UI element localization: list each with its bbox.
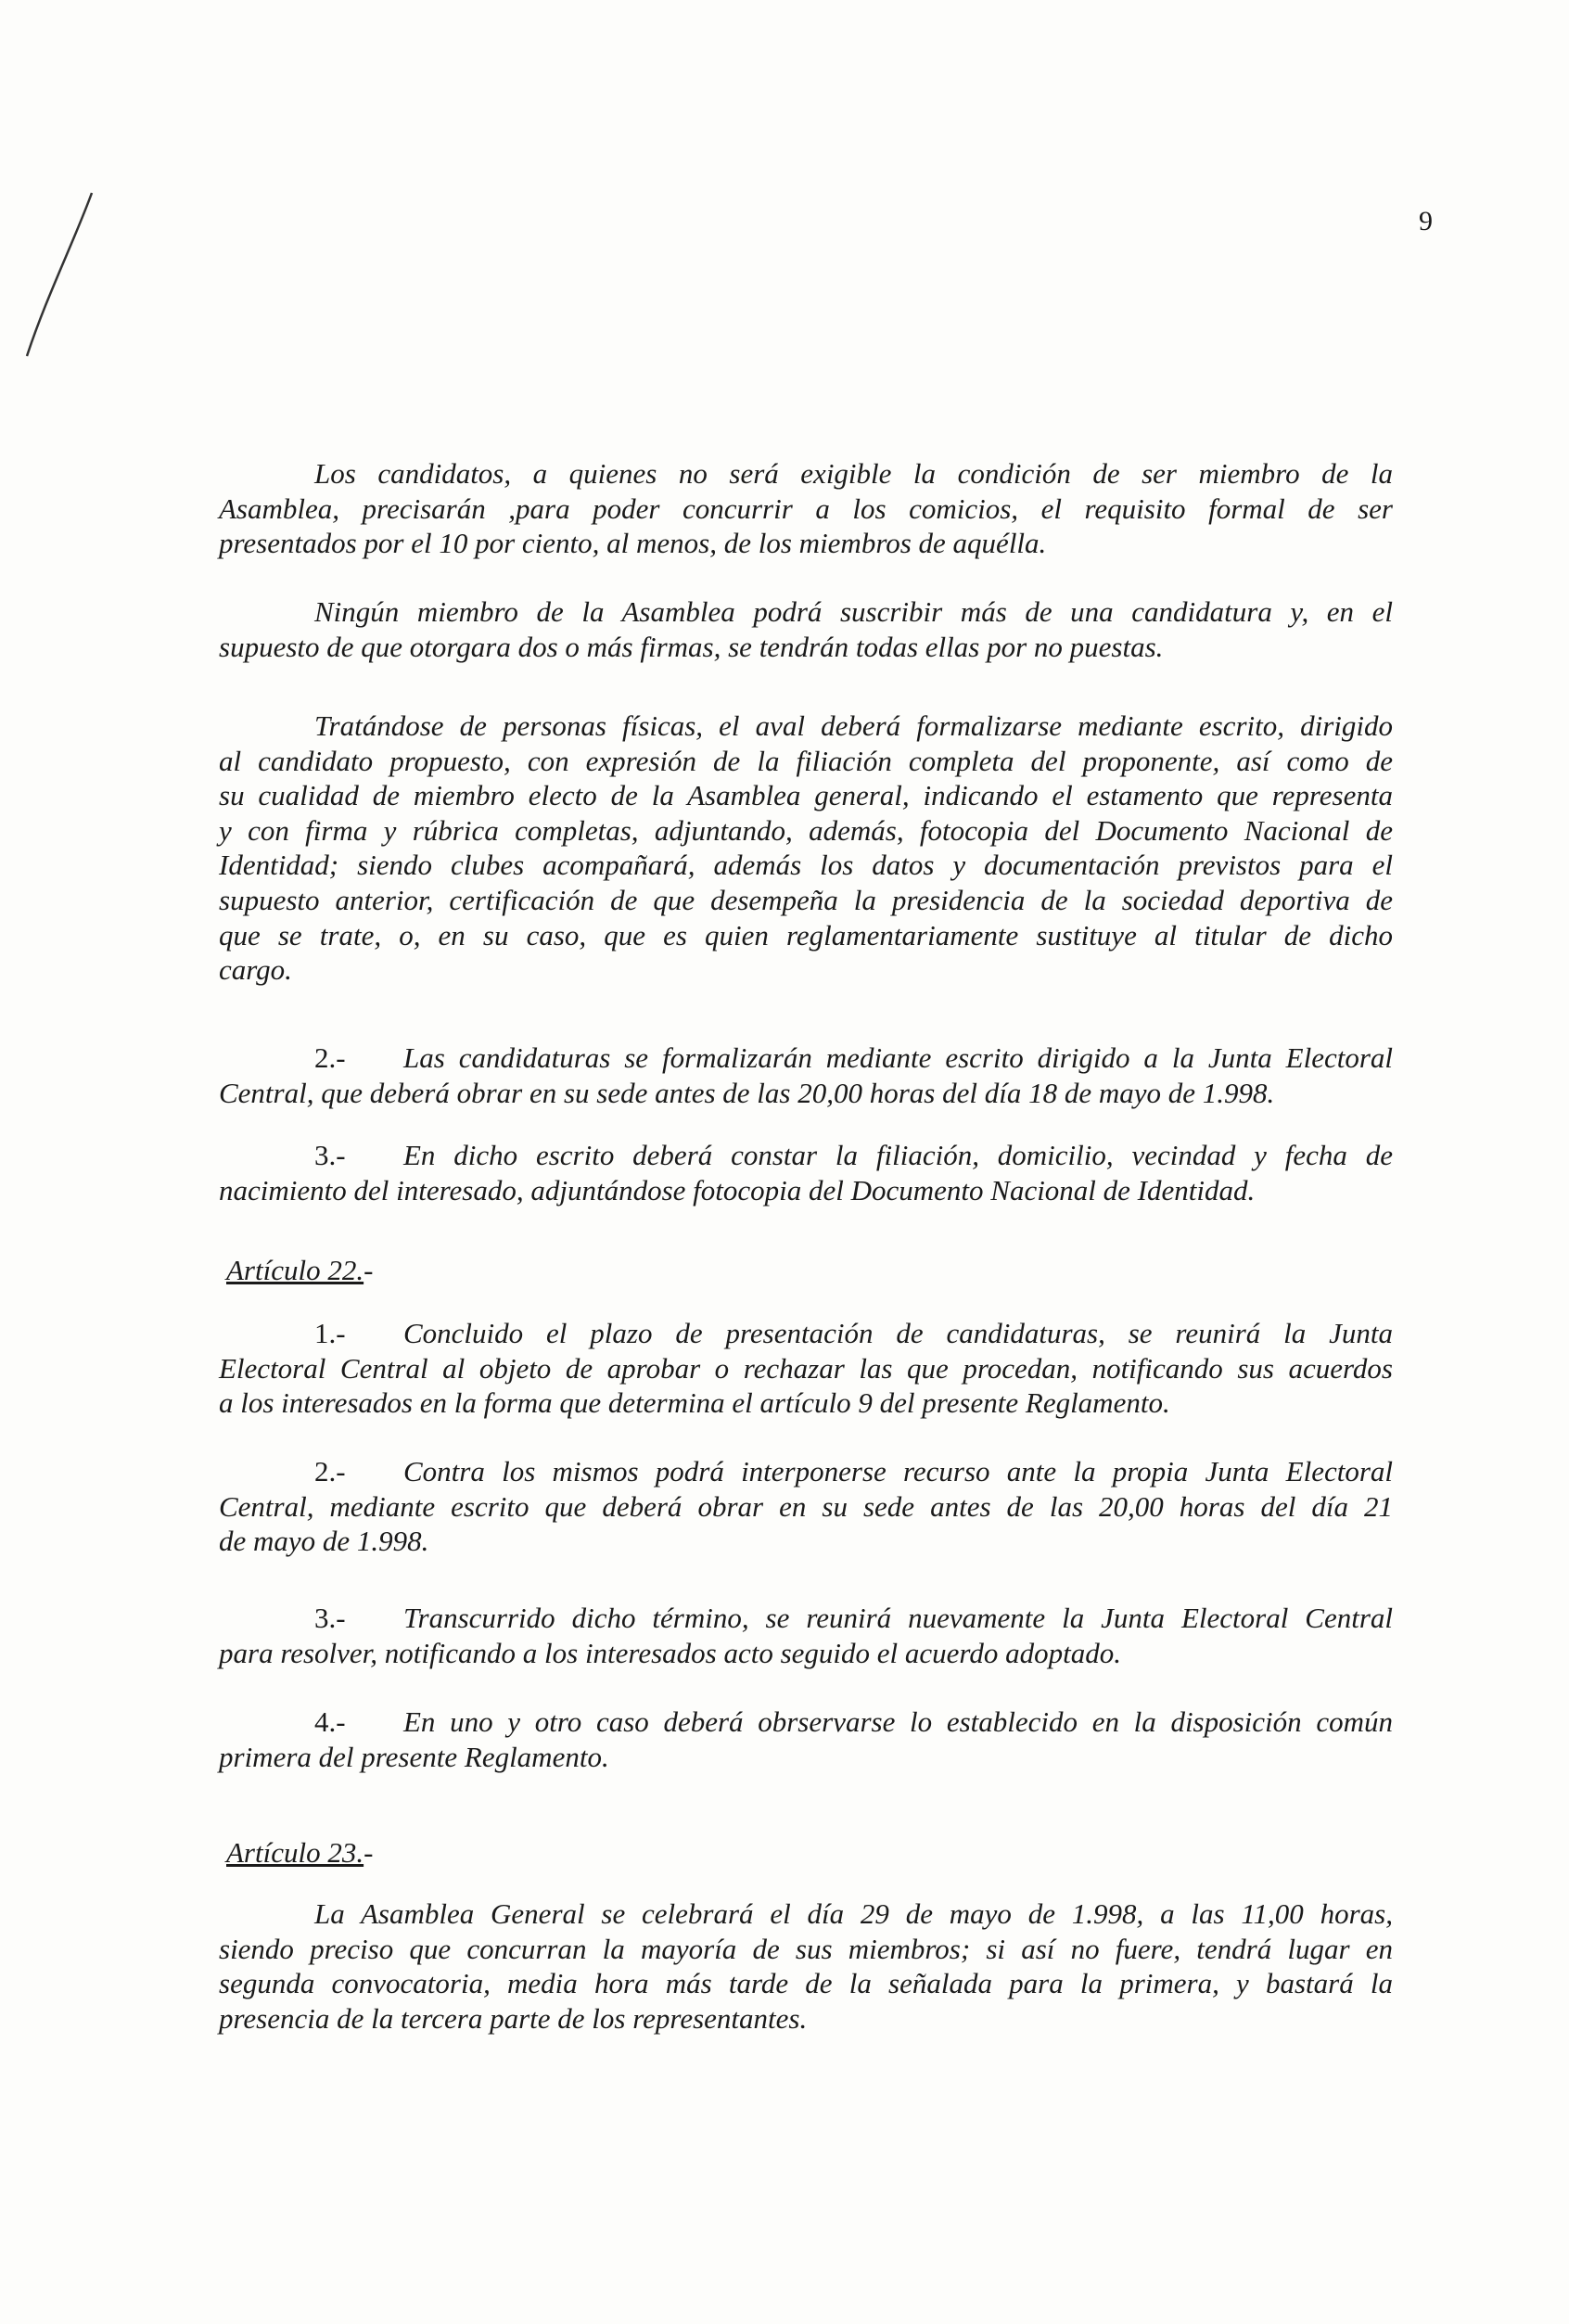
text-line: Electoral Central al objeto de aprobar o rechazar las que procedan, notificando sus acuerdos	[219, 1351, 1393, 1385]
item-text: Las candidaturas se formalizarán mediante escrito dirigido a la Junta Electoral	[403, 1041, 1393, 1074]
text-line: Ningún miembro de la Asamblea podrá suscribir más de una candidatura y, en el	[314, 595, 1393, 628]
page-number: 9	[1419, 206, 1433, 236]
article-heading	[226, 1254, 373, 1287]
item-number: 2.-	[314, 1455, 346, 1488]
text-line: La Asamblea General se celebrará el día 29 de mayo de 1.998, a las 11,00 horas,	[314, 1897, 1393, 1930]
handwritten-slash-mark	[0, 0, 130, 389]
text-line: presencia de la tercera parte de los representantes.	[219, 2001, 808, 2035]
article-heading	[226, 1836, 373, 1870]
item-text: Concluido el plazo de presentación de candidaturas, se reunirá la Junta	[403, 1317, 1393, 1349]
text-line: de mayo de 1.998.	[219, 1525, 429, 1558]
item-number: 1.-	[314, 1317, 346, 1349]
text-line: y con firma y rúbrica completas, adjuntando, además, fotocopia del Documento Nacional de	[219, 813, 1393, 847]
item-text: En dicho escrito deberá constar la filiación, domicilio, vecindad y fecha de	[403, 1139, 1393, 1171]
text-line: siendo preciso que concurran la mayoría de sus miembros; si así no fuere, tendrá lugar en	[219, 1932, 1393, 1965]
text-line: cargo.	[219, 953, 292, 987]
numbered-paragraph	[219, 1316, 1393, 1421]
text-line: para resolver, notificando a los interesados acto seguido el acuerdo adoptado.	[219, 1636, 1121, 1669]
text-line: su cualidad de miembro electo de la Asamblea general, indicando el estamento que representa	[219, 779, 1393, 812]
text-line: Tratándose de personas físicas, el aval deberá formalizarse mediante escrito, dirigido	[314, 709, 1393, 742]
paragraph	[219, 594, 1393, 664]
text-line: Los candidatos, a quienes no será exigible la condición de ser miembro de la	[314, 457, 1393, 490]
item-text: En uno y otro caso deberá obrservarse lo establecido en la disposición común	[403, 1705, 1393, 1738]
text-line	[219, 1454, 1393, 1489]
item-text: Transcurrido dicho término, se reunirá nuevamente la Junta Electoral Central	[403, 1602, 1393, 1634]
text-line	[219, 1138, 1393, 1173]
paragraph	[219, 456, 1393, 561]
paragraph	[219, 709, 1393, 988]
text-line: Central, mediante escrito que deberá obrar en su sede antes de las 20,00 horas del día 21	[219, 1489, 1393, 1523]
paragraph	[219, 1896, 1393, 2036]
text-line: segunda convocatoria, media hora más tarde de la señalada para la primera, y bastará la	[219, 1967, 1393, 2000]
item-number: 2.-	[314, 1041, 346, 1074]
text-line: Asamblea, precisarán ,para poder concurrir a los comicios, el requisito formal de ser	[219, 492, 1393, 525]
item-text: Contra los mismos podrá interponerse recurso ante la propia Junta Electoral	[403, 1455, 1393, 1488]
text-line: a los interesados en la forma que determina el artículo 9 del presente Reglamento.	[219, 1386, 1170, 1420]
text-line: presentados por el 10 por ciento, al menos, de los miembros de aquélla.	[219, 527, 1047, 560]
article-heading-suffix: -	[364, 1254, 374, 1286]
item-number: 3.-	[314, 1139, 346, 1171]
text-line: Central, que deberá obrar en su sede antes de las 20,00 horas del día 18 de mayo de 1.998.	[219, 1076, 1275, 1109]
text-line	[219, 1705, 1393, 1740]
numbered-paragraph	[219, 1041, 1393, 1110]
text-line	[219, 1601, 1393, 1636]
text-line: supuesto anterior, certificación de que desempeña la presidencia de la sociedad deportiva de	[219, 883, 1393, 916]
text-line: al candidato propuesto, con expresión de la filiación completa del proponente, así como de	[219, 744, 1393, 777]
numbered-paragraph	[219, 1454, 1393, 1559]
text-line: que se trate, o, en su caso, que es quien reglamentariamente sustituye al titular de dicho	[219, 918, 1393, 951]
article-heading-text: Artículo 22.	[226, 1254, 364, 1286]
text-line	[219, 1316, 1393, 1351]
article-heading-suffix: -	[364, 1836, 374, 1869]
item-number: 4.-	[314, 1705, 346, 1738]
text-line: Identidad; siendo clubes acompañará, además los datos y documentación previstos para el	[219, 849, 1393, 882]
text-line: supuesto de que otorgara dos o más firmas, se tendrán todas ellas por no puestas.	[219, 630, 1164, 663]
article-heading-text: Artículo 23.	[226, 1836, 364, 1869]
text-line	[219, 1041, 1393, 1076]
item-number: 3.-	[314, 1602, 346, 1634]
text-line: nacimiento del interesado, adjuntándose fotocopia del Documento Nacional de Identidad.	[219, 1173, 1256, 1207]
numbered-paragraph	[219, 1705, 1393, 1774]
text-line: primera del presente Reglamento.	[219, 1740, 609, 1773]
numbered-paragraph	[219, 1138, 1393, 1207]
numbered-paragraph	[219, 1601, 1393, 1670]
